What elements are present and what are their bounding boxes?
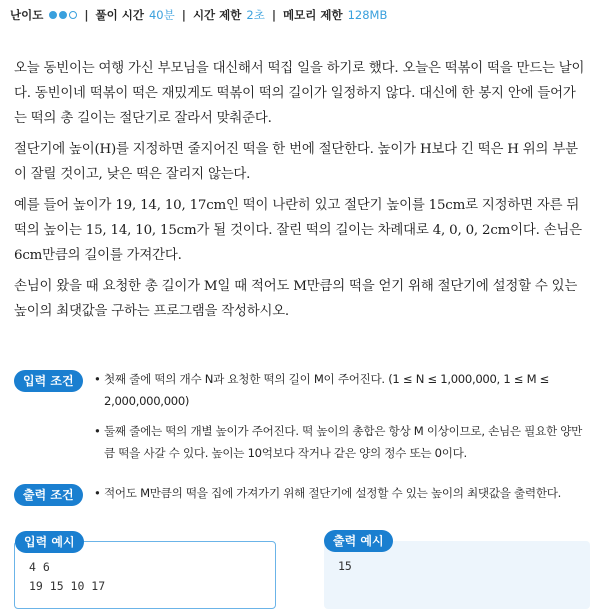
memory-limit-value: 128MB bbox=[347, 8, 388, 22]
input-condition-item bbox=[94, 420, 590, 464]
input-condition-badge: 입력 조건 bbox=[14, 370, 83, 392]
output-condition-section bbox=[14, 482, 590, 504]
time-limit-label: 시간 제한 bbox=[192, 8, 242, 22]
problem-paragraph: 손님이 왔을 때 요청한 총 길이가 M일 때 적어도 M만큼의 떡을 얻기 위해 절단기에 설정할 수 있는 높이의 최댓값을 구하는 프로그램을 작성하시오. bbox=[14, 279, 578, 319]
problem-paragraph: 절단기에 높이(H)를 지정하면 줄지어진 떡을 한 번에 절단한다. 높이가 H보다 긴 떡은 H 위의 부분이 잘릴 것이고, 낮은 떡은 잘리지 않는다. bbox=[14, 142, 578, 182]
output-condition-badge: 출력 조건 bbox=[14, 484, 83, 506]
output-example-badge: 출력 예시 bbox=[324, 530, 393, 552]
time-limit-value: 2초 bbox=[246, 8, 265, 22]
input-example-text: 4 6 19 15 10 17 bbox=[29, 560, 106, 593]
difficulty-label: 난이도 bbox=[10, 8, 44, 22]
input-condition-text: 첫째 줄에 떡의 개수 N과 요청한 떡의 길이 M이 주어진다. (1 ≤ N ≤ 1,000,000, 1 ≤ M ≤ 2,000,000,000) bbox=[104, 372, 550, 408]
problem-paragraph: 오늘 동빈이는 여행 가신 부모님을 대신해서 떡집 일을 하기로 했다. 오늘은 떡볶이 떡을 만드는 날이다. 동빈이네 떡볶이 떡은 재밌게도 떡볶이 떡의 길이가 일정하지 않다. 대신에 한 봉지 안에 들어가는 떡의 총 길이는 절단기로 잘라서 맞춰준다. bbox=[14, 61, 585, 126]
bullet-icon: • bbox=[94, 424, 101, 438]
solve-time-value: 40분 bbox=[148, 8, 175, 22]
meta-separator: | bbox=[181, 8, 186, 22]
meta-separator: | bbox=[84, 8, 89, 22]
solve-time-label: 풀이 시간 bbox=[95, 8, 144, 22]
input-example-badge: 입력 예시 bbox=[15, 531, 84, 553]
output-condition-item bbox=[94, 482, 590, 504]
difficulty-dot-filled-icon bbox=[59, 11, 67, 19]
input-condition-item bbox=[94, 368, 590, 412]
difficulty-dot-filled-icon bbox=[49, 11, 57, 19]
input-condition-text: 둘째 줄에는 떡의 개별 높이가 주어진다. 떡 높이의 총합은 항상 M 이상이므로, 손님은 필요한 양만큼 떡을 사갈 수 있다. 높이는 10억보다 작거나 같은 양의 정수 또는 0이다. bbox=[104, 424, 583, 460]
problem-description bbox=[14, 56, 588, 330]
meta-separator: | bbox=[271, 8, 277, 22]
input-condition-section bbox=[14, 368, 590, 464]
output-example-box bbox=[324, 534, 590, 609]
memory-limit-label: 메모리 제한 bbox=[283, 8, 343, 22]
output-example-text: 15 bbox=[338, 559, 352, 573]
problem-paragraph: 예를 들어 높이가 19, 14, 10, 17cm인 떡이 나란히 있고 절단기 높이를 15cm로 지정하면 자른 뒤 떡의 높이는 15, 14, 10, 15cm가 될 것이다. 잘린 떡의 길이는 차례대로 4, 0, 0, 2cm이다. 손님은 6cm만큼의 길이를 가져간다. bbox=[14, 198, 582, 263]
difficulty-indicator bbox=[49, 11, 77, 19]
bullet-icon: • bbox=[94, 372, 101, 386]
input-example-box bbox=[14, 535, 276, 609]
output-condition-text: 적어도 M만큼의 떡을 집에 가져가기 위해 절단기에 설정할 수 있는 높이의 최댓값을 출력한다. bbox=[104, 486, 561, 500]
problem-meta-bar bbox=[10, 6, 387, 24]
difficulty-dot-empty-icon bbox=[69, 11, 77, 19]
bullet-icon: • bbox=[94, 486, 101, 500]
